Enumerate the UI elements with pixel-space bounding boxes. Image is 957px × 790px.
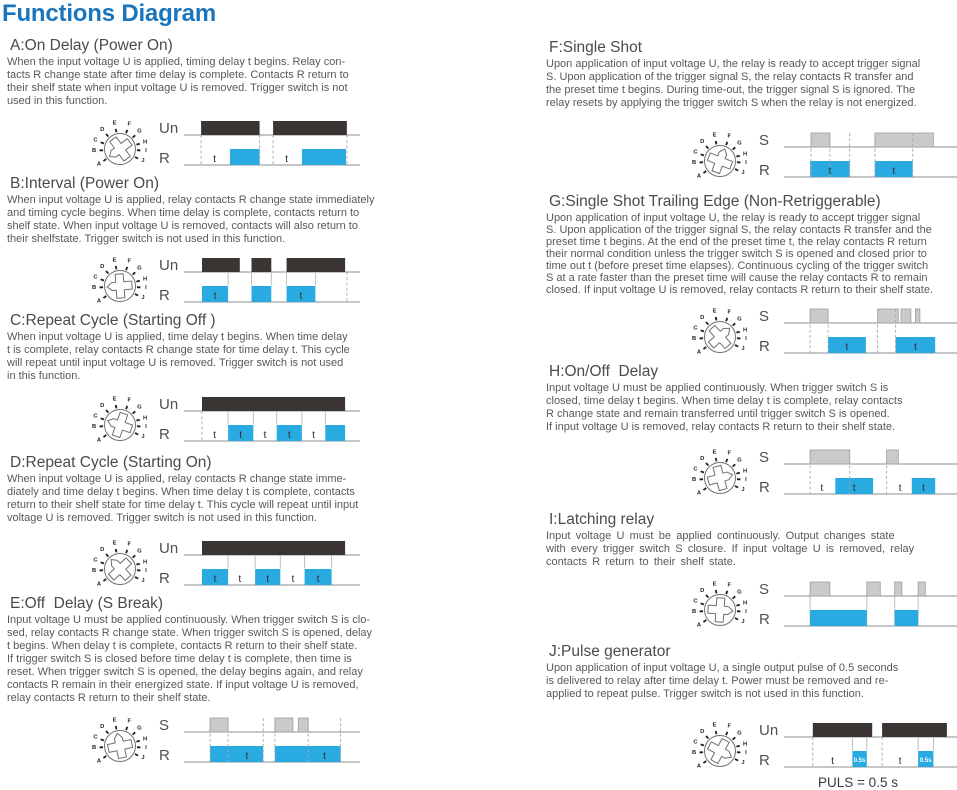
svg-text:G: G (737, 316, 742, 323)
timing-diagram-svg (158, 710, 364, 768)
svg-text:t: t (245, 750, 249, 762)
description-line: will repeat until input voltage U is removed. Trigger switch is not used (7, 357, 344, 369)
description-line: in this function. (7, 370, 81, 382)
svg-text:F: F (727, 723, 732, 730)
section-description (7, 331, 542, 383)
timing-diagram (758, 301, 957, 364)
function-section-j (546, 643, 957, 790)
rotary-dial-icon (684, 305, 758, 372)
section-heading: A:On Delay (Power On) (10, 37, 173, 54)
pulse-caption: PULS = 0.5 s (818, 775, 898, 790)
svg-text:F: F (127, 718, 132, 725)
section-heading: D:Repeat Cycle (Starting On) (10, 454, 212, 471)
svg-text:S: S (759, 132, 770, 149)
svg-text:t: t (898, 755, 902, 767)
svg-text:J: J (741, 487, 745, 494)
description-line: Input voltage U must be applied continuously. Output changes state (546, 530, 895, 542)
function-section-d (7, 454, 542, 604)
function-figure (684, 442, 957, 513)
svg-text:Un: Un (759, 722, 779, 739)
description-line: with every trigger switch S closure. If input voltage U is removed, relay (546, 543, 915, 555)
timing-diagram-svg (158, 250, 364, 308)
svg-text:t: t (263, 429, 267, 441)
function-figure (84, 250, 542, 321)
svg-text:H: H (743, 468, 748, 475)
svg-text:E: E (712, 308, 717, 315)
description-line: Upon application of input voltage U, a single output pulse of 0.5 seconds (546, 662, 899, 674)
svg-text:t: t (213, 153, 217, 165)
svg-text:R: R (759, 338, 770, 355)
description-line: is delivered to relay after time delay t. Power must be removed and re- (546, 675, 889, 687)
svg-text:t: t (322, 750, 326, 762)
svg-text:E: E (712, 581, 717, 588)
function-section-i (546, 511, 957, 645)
description-line: t is complete, relay contacts R change state for time delay t. This cycle (7, 344, 350, 356)
rotary-dial-icon (84, 714, 158, 781)
svg-text:C: C (93, 274, 98, 281)
rotary-dial-icon (84, 537, 158, 604)
description-line: diately and time delay t begins. When time delay t is complete, contacts (7, 486, 355, 498)
description-line: the preset time t begins. During time-out, the trigger signal S is ignored. The (546, 84, 916, 96)
svg-text:F: F (727, 582, 732, 589)
section-heading: C:Repeat Cycle (Starting Off ) (10, 312, 216, 329)
svg-text:H: H (743, 151, 748, 158)
svg-text:S: S (759, 449, 770, 466)
svg-text:R: R (159, 150, 170, 167)
function-figure (84, 533, 542, 604)
svg-text:I: I (145, 147, 147, 154)
description-line: shelf state. When input voltage U is removed, contacts will also return to (7, 220, 358, 232)
rotary-dial-icon (84, 117, 158, 184)
rotary-dial-icon (684, 578, 758, 645)
description-line: Input voltage U must be applied continuously. When trigger switch S is clo- (7, 614, 370, 626)
description-line: If input voltage U is removed, relay contacts R return to their shelf state. (546, 421, 896, 433)
svg-text:B: B (91, 147, 97, 154)
svg-text:t: t (299, 290, 303, 302)
svg-text:S: S (759, 308, 770, 325)
svg-text:B: B (691, 159, 697, 166)
svg-text:B: B (691, 608, 697, 615)
description-line: closed, time delay t begins. When time delay t is complete, relay contacts (546, 395, 903, 407)
svg-text:C: C (93, 557, 98, 564)
section-description (546, 58, 957, 110)
timing-diagram (758, 574, 957, 637)
svg-text:G: G (137, 404, 142, 411)
svg-text:F: F (727, 309, 732, 316)
svg-text:D: D (100, 126, 105, 133)
svg-text:D: D (700, 314, 705, 321)
section-description (7, 56, 542, 108)
svg-text:J: J (741, 170, 745, 177)
function-figure (684, 715, 957, 790)
function-figure (84, 113, 542, 184)
svg-text:C: C (693, 325, 698, 332)
section-heading: B:Interval (Power On) (10, 175, 160, 192)
svg-text:D: D (100, 402, 105, 409)
rotary-dial-icon (684, 719, 758, 786)
svg-text:J: J (741, 346, 745, 353)
svg-text:R: R (759, 611, 770, 628)
description-line: contacts R remain in their energized state. If input voltage U is removed, (7, 679, 359, 691)
svg-text:G: G (137, 725, 142, 732)
rotary-dial-icon (84, 393, 158, 460)
svg-text:S: S (759, 581, 770, 598)
svg-text:F: F (727, 133, 732, 140)
svg-text:I: I (145, 284, 147, 291)
section-description (546, 530, 957, 569)
function-figure (684, 301, 957, 372)
svg-text:E: E (112, 257, 117, 264)
section-heading: E:Off Delay (S Break) (10, 595, 164, 612)
svg-text:D: D (700, 728, 705, 735)
svg-text:C: C (93, 137, 98, 144)
svg-text:D: D (700, 455, 705, 462)
svg-text:t: t (922, 482, 925, 494)
description-line: their shelfstate. Trigger switch is not used in this function. (7, 233, 286, 245)
svg-text:J: J (141, 295, 145, 302)
svg-text:C: C (693, 149, 698, 156)
svg-text:C: C (93, 734, 98, 741)
timing-diagram-svg (758, 715, 957, 790)
svg-text:A: A (696, 763, 702, 770)
svg-text:H: H (143, 559, 148, 566)
svg-text:A: A (696, 490, 702, 497)
timing-diagram (758, 442, 957, 505)
svg-text:I: I (745, 476, 747, 483)
description-line: relay resets by applying the trigger switch S when the relay is not energized. (546, 97, 917, 109)
description-line: preset time t begins. At the end of the preset time t, the relay contacts R return (546, 236, 927, 248)
timing-diagram (158, 250, 364, 313)
rotary-dial-svg (84, 714, 158, 776)
description-line: When input voltage U is applied, time delay t begins. When time delay (7, 331, 348, 343)
timing-diagram (158, 710, 364, 773)
svg-text:D: D (700, 587, 705, 594)
description-line: applied to repeat pulse. Trigger switch is not used in this function. (546, 688, 864, 700)
svg-text:t: t (238, 573, 242, 585)
svg-text:0.5s: 0.5s (853, 758, 866, 764)
description-line: sed, relay contacts R change state. When trigger switch S is opened, delay (7, 627, 373, 639)
svg-text:B: B (691, 476, 697, 483)
svg-text:Un: Un (159, 120, 179, 137)
svg-text:B: B (691, 335, 697, 342)
function-section-a (7, 37, 542, 184)
function-figure (684, 574, 957, 645)
svg-text:A: A (696, 622, 702, 629)
svg-text:E: E (112, 540, 117, 547)
svg-text:B: B (91, 567, 97, 574)
svg-text:D: D (100, 546, 105, 553)
svg-text:J: J (141, 755, 145, 762)
svg-text:B: B (691, 749, 697, 756)
timing-diagram (158, 533, 364, 596)
svg-text:F: F (127, 258, 132, 265)
svg-text:t: t (852, 482, 856, 494)
svg-text:R: R (759, 162, 770, 179)
function-section-f (546, 39, 957, 196)
svg-text:t: t (316, 573, 320, 585)
function-section-h (546, 363, 957, 513)
svg-text:t: t (828, 165, 832, 177)
svg-text:I: I (745, 159, 747, 166)
svg-text:R: R (159, 570, 170, 587)
svg-text:B: B (91, 744, 97, 751)
timing-diagram-svg (758, 574, 957, 632)
svg-text:C: C (693, 598, 698, 605)
svg-text:I: I (745, 608, 747, 615)
function-section-b (7, 175, 542, 321)
rotary-dial-icon (684, 129, 758, 196)
svg-text:I: I (745, 335, 747, 342)
page-title: Functions Diagram (2, 0, 216, 27)
description-line: relay contacts R return to their shelf state. (7, 692, 211, 704)
section-description (546, 662, 957, 701)
svg-text:I: I (145, 744, 147, 751)
svg-text:A: A (96, 161, 102, 168)
svg-text:F: F (127, 121, 132, 128)
svg-text:H: H (143, 736, 148, 743)
rotary-dial-icon (684, 446, 758, 513)
svg-text:I: I (145, 423, 147, 430)
svg-text:t: t (213, 290, 217, 302)
timing-diagram (158, 389, 364, 452)
svg-text:Un: Un (159, 396, 179, 413)
svg-text:J: J (141, 578, 145, 585)
svg-text:t: t (831, 755, 835, 767)
svg-text:t: t (291, 573, 295, 585)
svg-text:t: t (285, 153, 289, 165)
section-description (7, 194, 542, 246)
rotary-dial-svg (84, 254, 158, 316)
svg-text:D: D (700, 138, 705, 145)
description-line: R change state and remain transferred until trigger switch S is opened. (546, 408, 890, 420)
description-line: time out t (before preset time elapses). Continuous cycling of the trigger switch (546, 260, 929, 272)
svg-text:C: C (693, 739, 698, 746)
section-description (7, 614, 542, 705)
description-line: closed. If input voltage U is removed, relay contacts R return to their shelf state. (546, 284, 934, 296)
description-line: S. Upon application of the trigger signal S, the relay contacts R transfer and the (546, 224, 932, 236)
timing-diagram (758, 715, 957, 790)
svg-text:E: E (712, 722, 717, 729)
svg-text:G: G (737, 457, 742, 464)
description-line: Upon application of input voltage U, the relay is ready to accept trigger signal (546, 58, 921, 70)
svg-text:t: t (898, 482, 902, 494)
description-line: When input voltage U is applied, relay contacts R change state imme- (7, 473, 347, 485)
svg-text:H: H (143, 415, 148, 422)
description-line: When input voltage U is applied, relay contacts R change state immediately (7, 194, 375, 206)
rotary-dial-svg (684, 446, 758, 508)
rotary-dial-svg (684, 129, 758, 191)
svg-text:B: B (91, 284, 97, 291)
svg-text:I: I (745, 749, 747, 756)
svg-text:R: R (159, 426, 170, 443)
svg-text:J: J (141, 158, 145, 165)
svg-text:E: E (112, 717, 117, 724)
section-heading: F:Single Shot (549, 39, 643, 56)
rotary-dial-svg (684, 305, 758, 367)
svg-text:R: R (759, 752, 770, 769)
svg-text:G: G (737, 730, 742, 737)
function-section-g (546, 193, 957, 372)
function-figure (84, 710, 542, 781)
function-figure (684, 125, 957, 196)
rotary-dial-svg (84, 537, 158, 599)
description-line: tacts R change state after time delay is complete. Contacts R return to (7, 69, 349, 81)
svg-text:F: F (127, 397, 132, 404)
svg-text:A: A (96, 437, 102, 444)
svg-text:E: E (712, 449, 717, 456)
svg-text:R: R (759, 479, 770, 496)
function-section-c (7, 312, 542, 460)
svg-text:t: t (913, 341, 917, 353)
description-line: return to their shelf state for time delay t. This cycle will repeat until input (7, 499, 359, 511)
section-heading: G:Single Shot Trailing Edge (Non-Retriggerable) (549, 193, 881, 210)
rotary-dial-svg (684, 578, 758, 640)
svg-text:E: E (112, 396, 117, 403)
svg-text:t: t (892, 165, 896, 177)
section-description (546, 212, 957, 296)
description-line: reset. When trigger switch S is opened, the delay begins again, and relay (7, 666, 363, 678)
section-heading: J:Pulse generator (549, 643, 671, 660)
svg-text:F: F (727, 450, 732, 457)
timing-diagram-svg (758, 442, 957, 500)
svg-text:t: t (287, 429, 291, 441)
svg-text:H: H (143, 276, 148, 283)
svg-text:G: G (737, 140, 742, 147)
svg-text:B: B (91, 423, 97, 430)
svg-text:t: t (845, 341, 849, 353)
function-section-e (7, 595, 542, 781)
description-line: Input voltage U must be applied continuously. When trigger switch S is (546, 382, 889, 394)
rotary-dial-svg (84, 393, 158, 455)
section-heading: H:On/Off Delay (549, 363, 659, 380)
svg-text:t: t (213, 573, 217, 585)
timing-diagram-svg (758, 125, 957, 183)
svg-text:t: t (239, 429, 243, 441)
timing-diagram (758, 125, 957, 188)
svg-text:D: D (100, 723, 105, 730)
description-line: their shelf state when input voltage U is removed. Trigger switch is not (7, 82, 348, 94)
svg-text:t: t (213, 429, 217, 441)
svg-text:H: H (743, 327, 748, 334)
svg-text:A: A (96, 298, 102, 305)
svg-text:S: S (159, 717, 170, 734)
svg-text:Un: Un (159, 540, 179, 557)
timing-diagram-svg (758, 301, 957, 359)
svg-text:J: J (741, 760, 745, 767)
description-line: S at a rate faster than the preset time will cause the relay contacts R to remain (546, 272, 928, 284)
rotary-dial-svg (684, 719, 758, 781)
svg-text:G: G (137, 265, 142, 272)
svg-text:Un: Un (159, 257, 179, 274)
svg-text:t: t (266, 573, 270, 585)
timing-diagram-svg (158, 113, 364, 171)
description-line: their normal condition unless the trigger switch S is opened and closed prior to (546, 248, 927, 260)
description-line: used in this function. (7, 95, 108, 107)
svg-text:t: t (312, 429, 316, 441)
svg-text:J: J (141, 434, 145, 441)
rotary-dial-icon (84, 254, 158, 321)
svg-text:A: A (696, 173, 702, 180)
description-line: Upon application of input voltage U, the relay is ready to accept trigger signal (546, 212, 921, 224)
description-line: contacts R return to their shelf state. (546, 556, 736, 568)
timing-diagram-svg (158, 533, 364, 591)
svg-text:0.5s: 0.5s (919, 758, 932, 764)
svg-text:I: I (145, 567, 147, 574)
svg-text:G: G (137, 128, 142, 135)
description-line: t begins. When delay t is complete, contacts R return to their shelf state. (7, 640, 358, 652)
svg-text:t: t (820, 482, 824, 494)
description-line: and timing cycle begins. When time delay is complete, contacts return to (7, 207, 360, 219)
svg-text:G: G (737, 589, 742, 596)
svg-text:H: H (743, 741, 748, 748)
svg-text:G: G (137, 548, 142, 555)
description-line: If trigger switch S is closed before time delay t is complete, then time is (7, 653, 352, 665)
svg-text:D: D (100, 263, 105, 270)
svg-text:C: C (693, 466, 698, 473)
svg-text:J: J (741, 619, 745, 626)
description-line: voltage U is removed. Trigger switch is not used in this function. (7, 512, 317, 524)
timing-diagram-svg (158, 389, 364, 447)
svg-text:C: C (93, 413, 98, 420)
section-description (546, 382, 957, 434)
svg-text:A: A (696, 349, 702, 356)
svg-text:A: A (96, 581, 102, 588)
svg-text:R: R (159, 287, 170, 304)
section-description (7, 473, 542, 525)
description-line: S. Upon application of the trigger signal S, the relay contacts R transfer and (546, 71, 914, 83)
svg-text:H: H (143, 139, 148, 146)
description-line: When the input voltage U is applied, timing delay t begins. Relay con- (7, 56, 346, 68)
svg-text:F: F (127, 541, 132, 548)
rotary-dial-svg (84, 117, 158, 179)
svg-text:E: E (112, 120, 117, 127)
svg-text:E: E (712, 132, 717, 139)
svg-text:A: A (96, 758, 102, 765)
svg-text:R: R (159, 747, 170, 764)
function-figure (84, 389, 542, 460)
section-heading: I:Latching relay (549, 511, 655, 528)
timing-diagram (158, 113, 364, 176)
svg-text:H: H (743, 600, 748, 607)
